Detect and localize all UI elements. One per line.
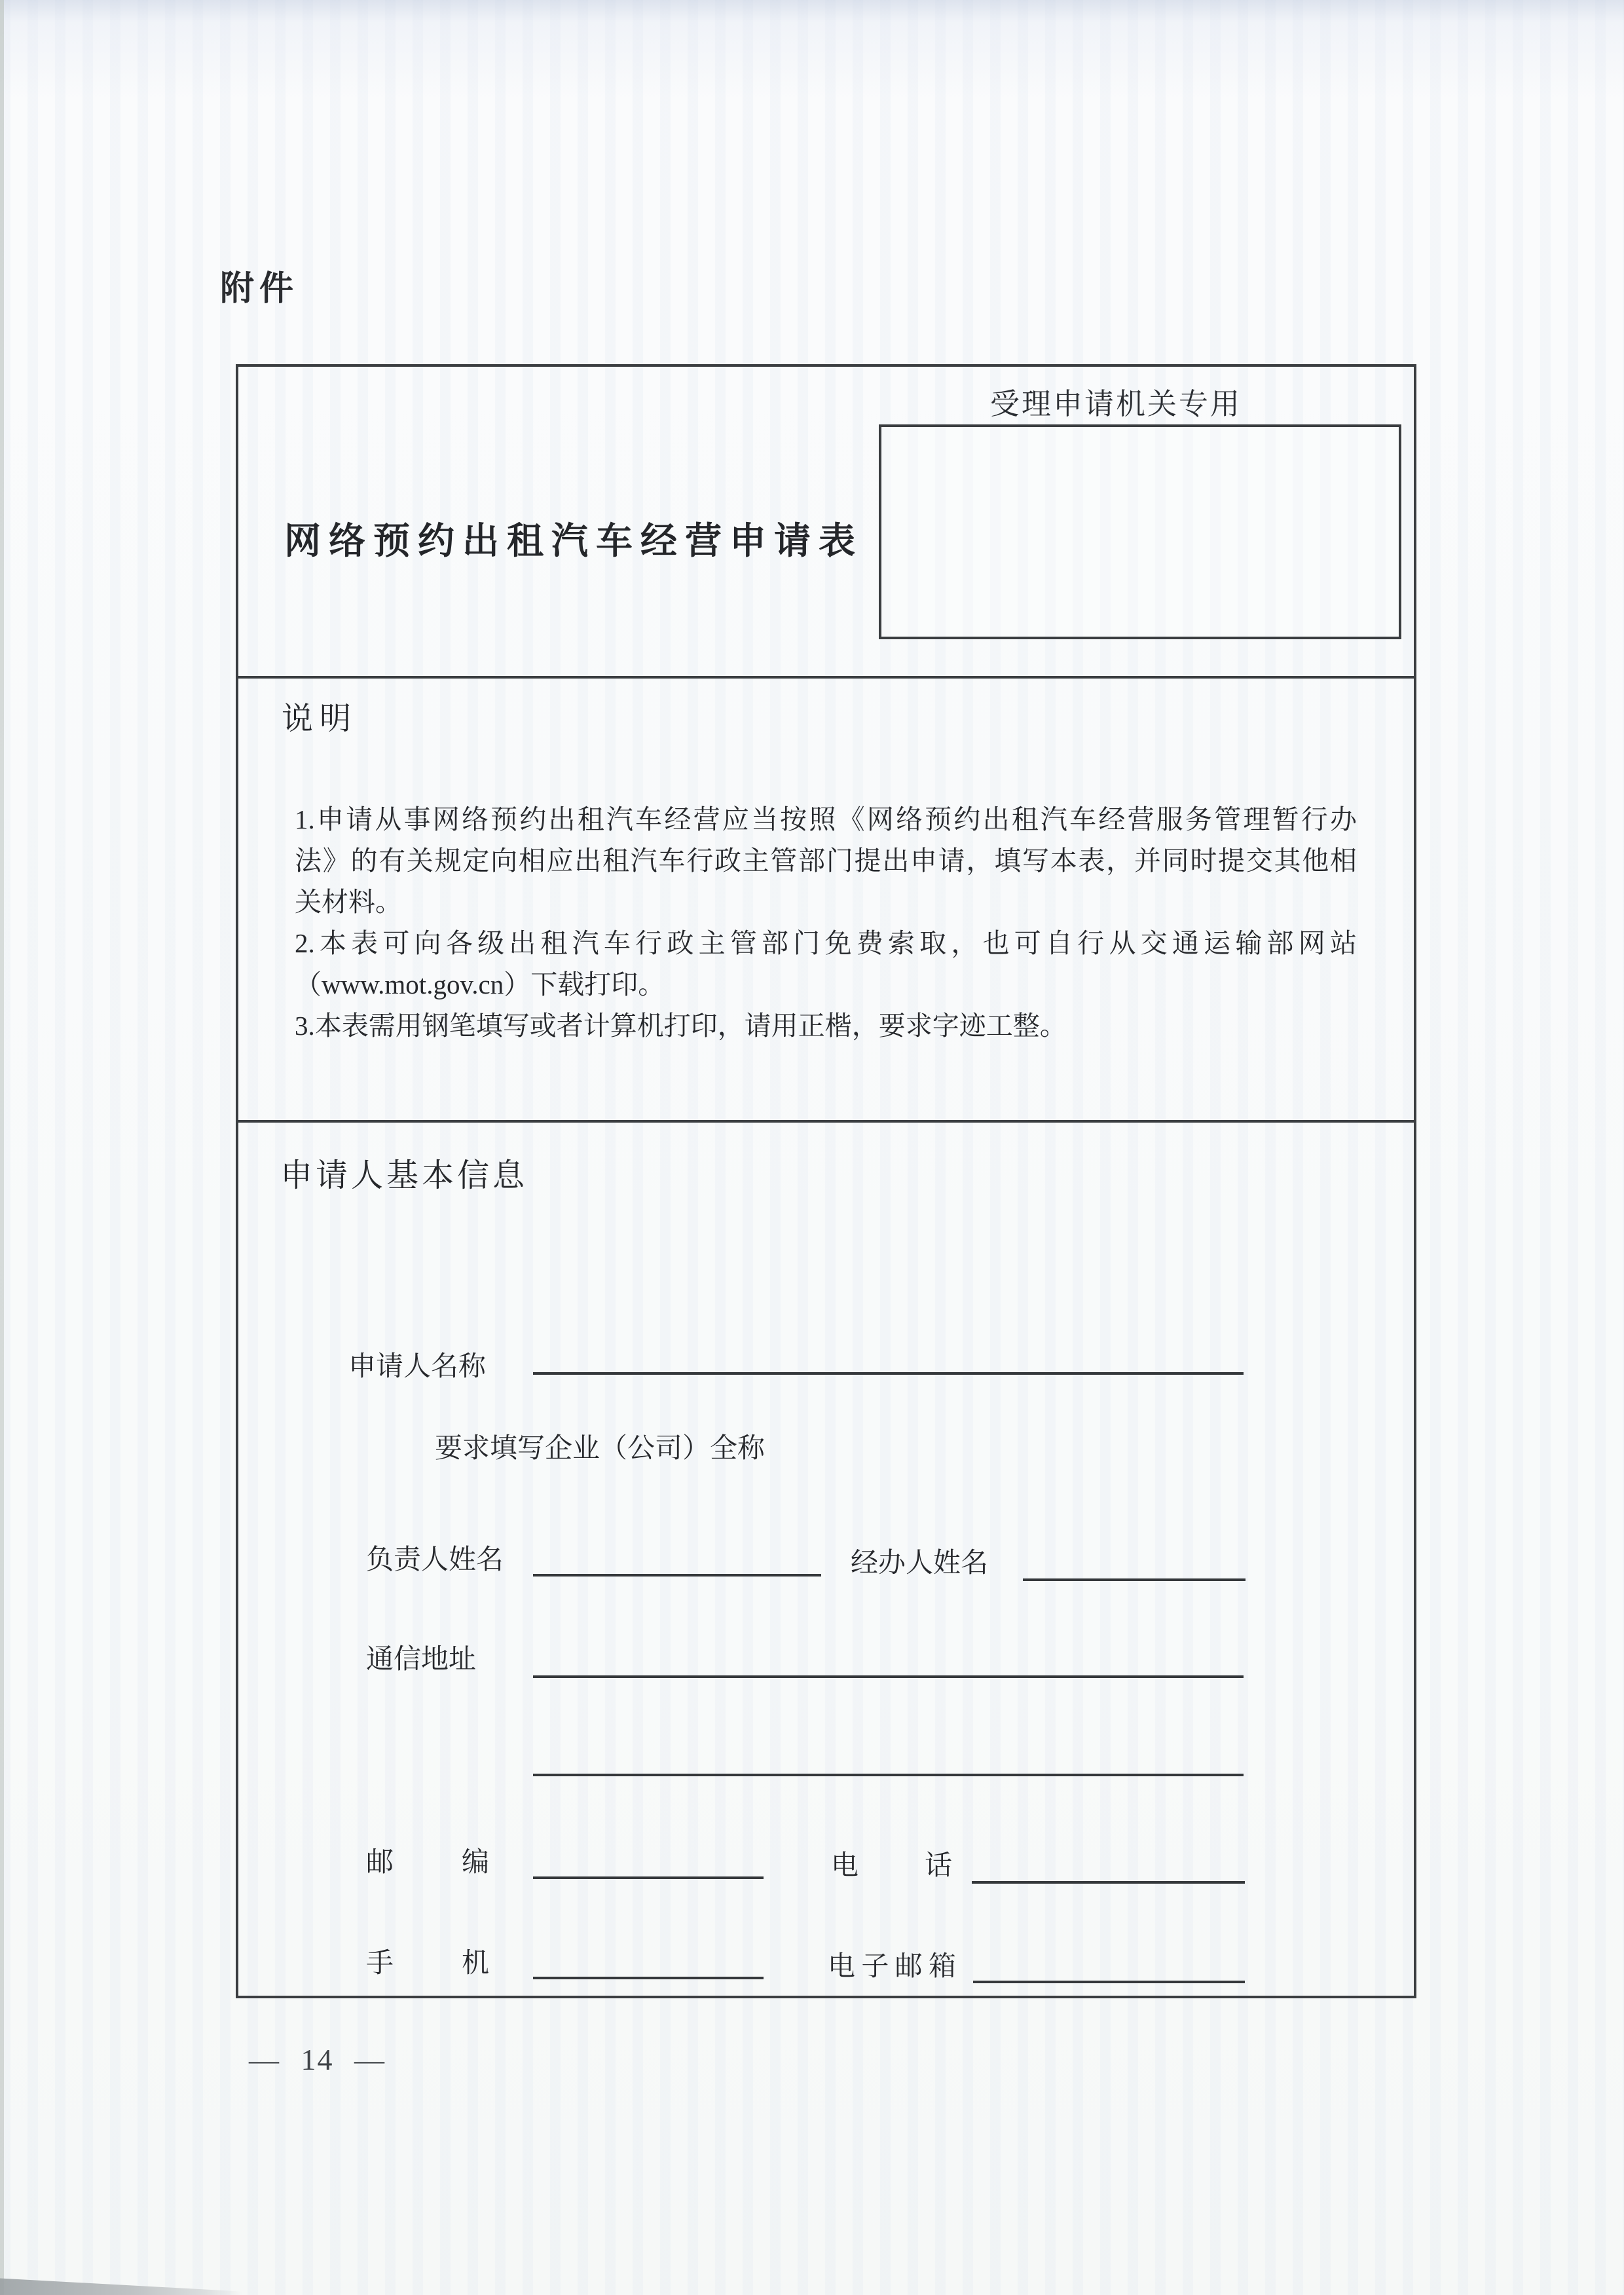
mobile-label: 手机	[366, 1949, 489, 1979]
applicant-name-note: 要求填写企业（公司）全称	[435, 1434, 766, 1464]
application-form	[236, 364, 1416, 1998]
handler-name-label: 经办人姓名	[851, 1548, 989, 1578]
instructions-heading: 说明	[282, 701, 358, 736]
page-number: — 14 —	[249, 2043, 386, 2076]
phone-fill-line	[972, 1881, 1245, 1884]
mobile-fill-line	[533, 1977, 764, 1979]
handler-name-fill-line	[1023, 1578, 1246, 1581]
applicant-name-fill-line	[533, 1372, 1244, 1375]
responsible-person-label: 负责人姓名	[366, 1545, 504, 1575]
stamp-box	[879, 424, 1401, 639]
instruction-line: 1.申请从事网络预约出租汽车经营应当按照《网络预约出租汽车经营服务管理暂行办	[295, 804, 1357, 834]
mailing-address-fill-line	[533, 1675, 1244, 1678]
instruction-line: 3.本表需用钢笔填写或者计算机打印，请用正楷，要求字迹工整。	[295, 1011, 1067, 1041]
instruction-line: 关材料。	[295, 887, 402, 917]
responsible-person-fill-line	[533, 1574, 821, 1577]
section-divider	[236, 1120, 1416, 1123]
mailing-address-fill-line-2	[533, 1774, 1244, 1776]
instructions-text	[295, 799, 1357, 1047]
mailing-address-label: 通信地址	[366, 1645, 477, 1675]
form-title: 网络预约出租汽车经营申请表	[284, 521, 863, 562]
instruction-line: 2.本表可向各级出租汽车行政主管部门免费索取，也可自行从交通运输部网站	[295, 928, 1357, 958]
scan-corner-shadow-artifact	[0, 2275, 242, 2295]
postal-code-label: 邮编	[366, 1848, 489, 1878]
scan-edge-artifact	[0, 0, 4, 2295]
postal-code-fill-line	[533, 1876, 764, 1879]
instruction-line: （www.mot.gov.cn）下载打印。	[295, 969, 665, 999]
phone-label: 电话	[831, 1851, 952, 1881]
applicant-name-label: 申请人名称	[348, 1352, 487, 1382]
attachment-label: 附件	[220, 270, 299, 308]
instruction-line: 法》的有关规定向相应出租汽车行政主管部门提出申请，填写本表，并同时提交其他相	[295, 846, 1357, 876]
stamp-area-label: 受理申请机关专用	[990, 388, 1242, 420]
section-divider	[236, 676, 1416, 679]
email-label: 电子邮箱	[828, 1952, 956, 1982]
applicant-section-heading: 申请人基本信息	[280, 1157, 528, 1193]
email-fill-line	[973, 1981, 1245, 1983]
